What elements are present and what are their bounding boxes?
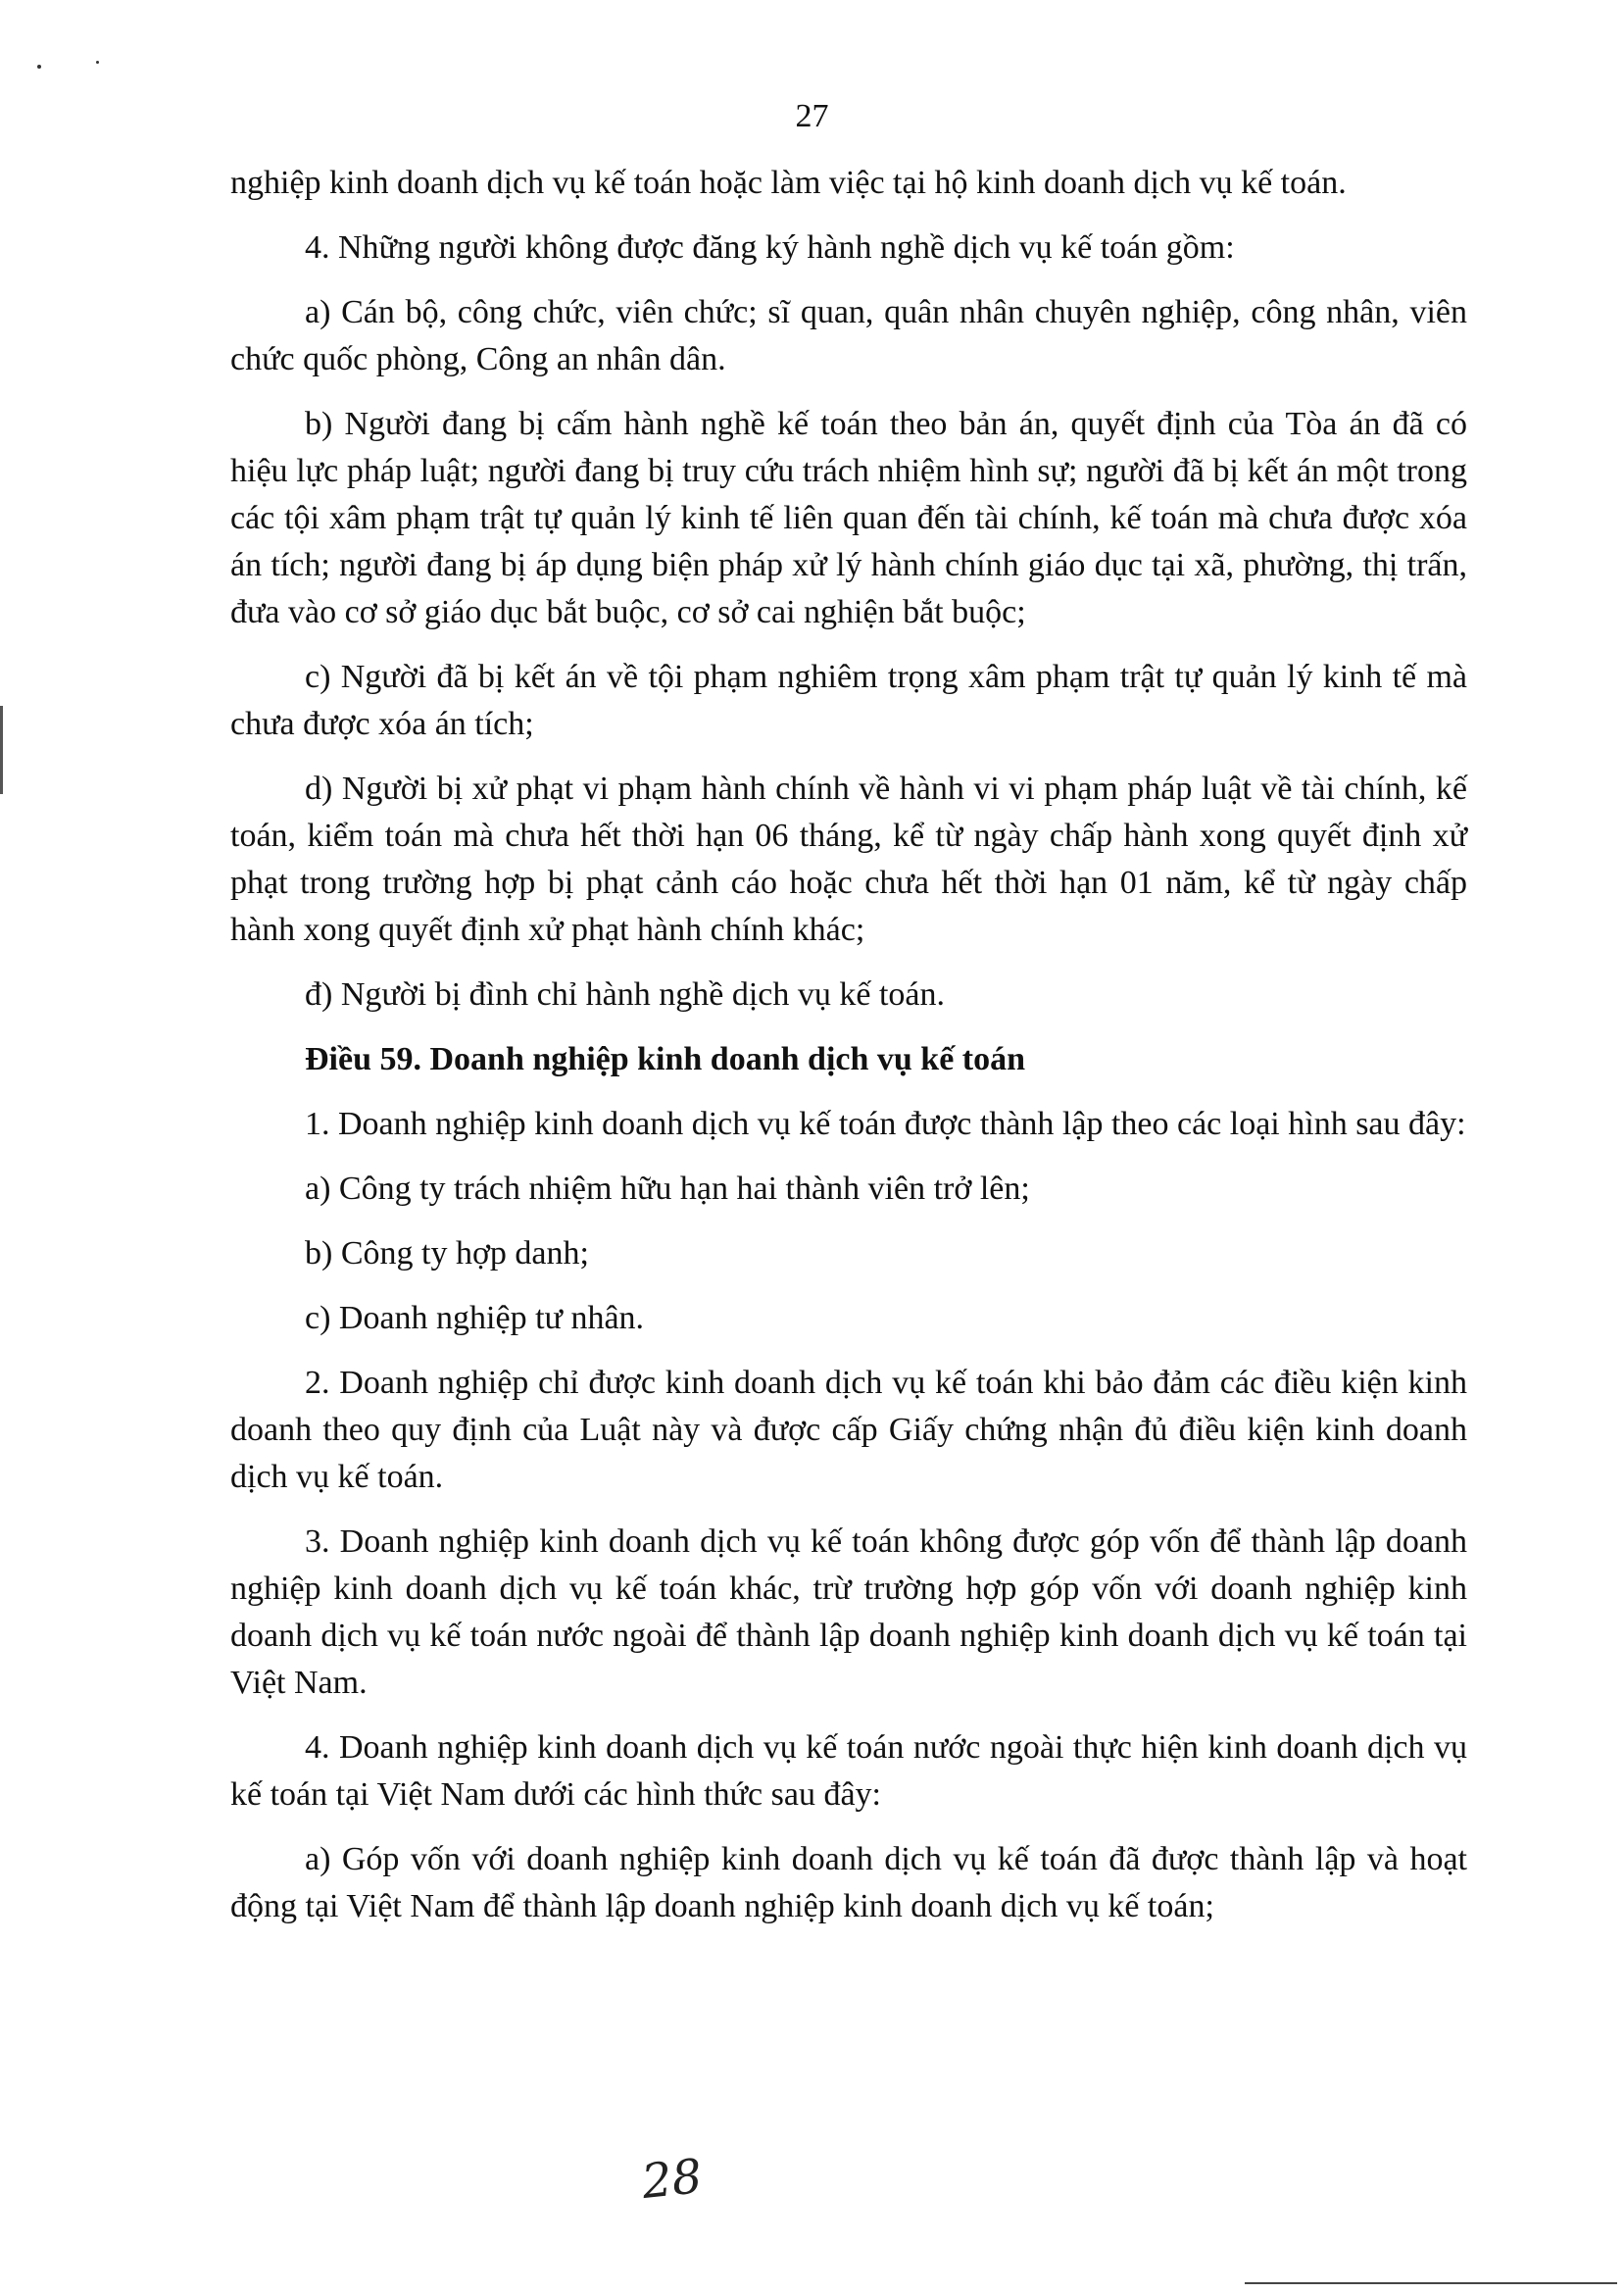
paragraph-article-59-clause-1: 1. Doanh nghiệp kinh doanh dịch vụ kế toán được thành lập theo các loại hình sau đây: xyxy=(305,1106,1466,1142)
paragraph-continuation: nghiệp kinh doanh dịch vụ kế toán hoặc làm việc tại hộ kinh doanh dịch vụ kế toán. xyxy=(230,165,1347,201)
paragraph-point-c: c) Người đã bị kết án về tội phạm nghiêm trọng xâm phạm trật tự quản lý kinh tế mà chưa được xóa án tích; xyxy=(230,659,1467,742)
paragraph-article-59-clause-2: 2. Doanh nghiệp chỉ được kinh doanh dịch vụ kế toán khi bảo đảm các điều kiện kinh doanh theo quy định của Luật này và được cấp Giấy chứng nhận đủ điều kiện kinh doanh dịch vụ kế toán. xyxy=(230,1365,1467,1495)
paragraph-point-b: b) Người đang bị cấm hành nghề kế toán theo bản án, quyết định của Tòa án đã có hiệu lực pháp luật; người đang bị truy cứu trách nhiệm hình sự; người đã bị kết án một trong các tội xâm phạm trật tự quản lý kinh tế liên quan đến tài chính, kế toán mà chưa được xóa án tích; người đang bị áp dụng biện pháp xử lý hành chính giáo dục tại xã, phường, thị trấn, đưa vào cơ sở giáo dục bắt buộc, cơ sở cai nghiện bắt buộc; xyxy=(230,406,1467,630)
scan-speck xyxy=(37,65,41,69)
handwritten-page-note: 28 xyxy=(639,2148,705,2211)
paragraph-clause-4: 4. Những người không được đăng ký hành nghề dịch vụ kế toán gồm: xyxy=(305,229,1235,266)
paragraph-article-59-clause-3: 3. Doanh nghiệp kinh doanh dịch vụ kế toán không được góp vốn để thành lập doanh nghiệp kinh doanh dịch vụ kế toán khác, trừ trường hợp góp vốn với doanh nghiệp kinh doanh dịch vụ kế toán nước ngoài để thành lập doanh nghiệp kinh doanh dịch vụ kế toán tại Việt Nam. xyxy=(230,1523,1467,1701)
paragraph-article-59-clause-4: 4. Doanh nghiệp kinh doanh dịch vụ kế toán nước ngoài thực hiện kinh doanh dịch vụ kế toán tại Việt Nam dưới các hình thức sau đây: xyxy=(230,1729,1467,1813)
paragraph-clause-1-point-a: a) Công ty trách nhiệm hữu hạn hai thành viên trở lên; xyxy=(305,1171,1030,1207)
scan-margin-mark xyxy=(0,706,3,794)
scan-speck xyxy=(96,61,99,64)
paragraph-clause-1-point-c: c) Doanh nghiệp tư nhân. xyxy=(305,1300,645,1336)
document-body xyxy=(230,160,1467,1948)
paragraph-point-d: d) Người bị xử phạt vi phạm hành chính về hành vi vi phạm pháp luật về tài chính, kế toán, kiểm toán mà chưa hết thời hạn 06 tháng, kể từ ngày chấp hành xong quyết định xử phạt trong trường hợp bị phạt cảnh cáo hoặc chưa hết thời hạn 01 năm, kể từ ngày chấp hành xong quyết định xử phạt hành chính khác; xyxy=(230,771,1467,948)
paragraph-clause-4-point-a: a) Góp vốn với doanh nghiệp kinh doanh dịch vụ kế toán đã được thành lập và hoạt động tại Việt Nam để thành lập doanh nghiệp kinh doanh dịch vụ kế toán; xyxy=(230,1841,1467,1924)
scan-bottom-edge xyxy=(1245,2282,1617,2284)
paragraph-clause-1-point-b: b) Công ty hợp danh; xyxy=(305,1235,589,1272)
article-59-heading: Điều 59. Doanh nghiệp kinh doanh dịch vụ kế toán xyxy=(305,1041,1026,1077)
paragraph-point-dd: đ) Người bị đình chỉ hành nghề dịch vụ kế toán. xyxy=(305,976,946,1013)
paragraph-point-a: a) Cán bộ, công chức, viên chức; sĩ quan, quân nhân chuyên nghiệp, công nhân, viên chức quốc phòng, Công an nhân dân. xyxy=(230,294,1467,377)
page-number: 27 xyxy=(795,98,829,134)
